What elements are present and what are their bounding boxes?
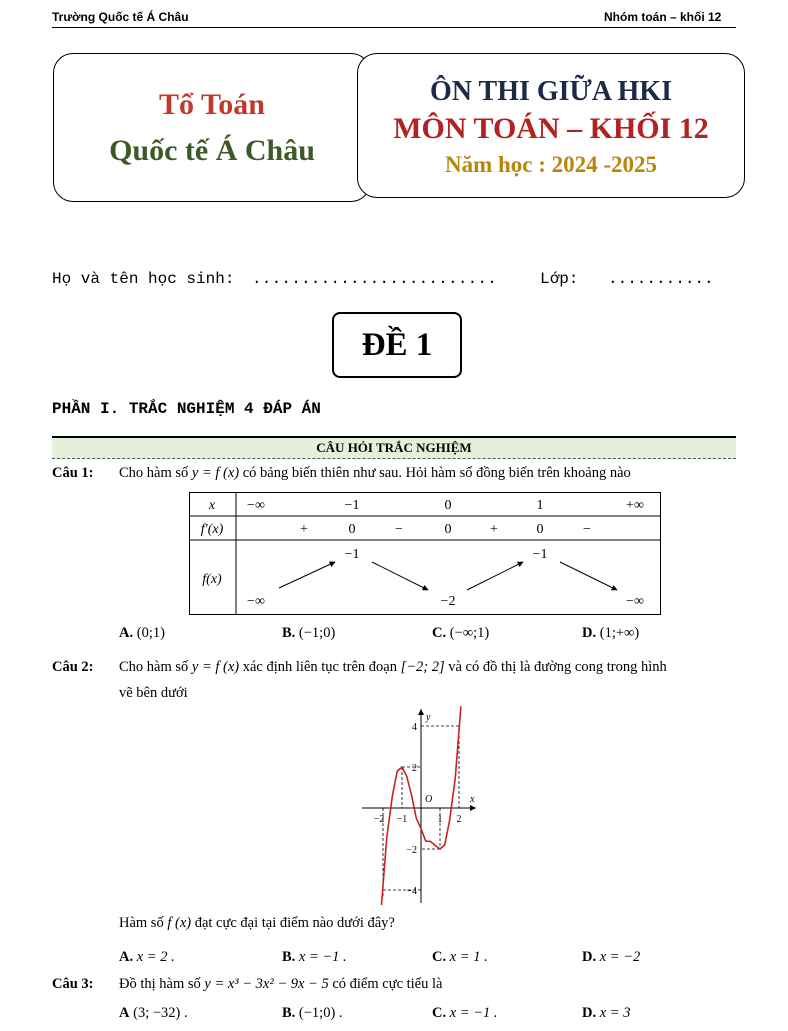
q2-formula: y = f (x) [191,659,240,675]
q3-option-b[interactable]: B. (−1;0) . [282,1005,343,1021]
q2-option-a[interactable]: A. x = 2 . [119,949,175,965]
q1-text-a: Cho hàm số [119,465,189,481]
x-tick-label: −1 [396,814,408,825]
sign-6: 0 [536,522,544,537]
q3-label: Câu 3: [52,976,94,992]
x-value-1: −∞ [247,498,265,513]
exam-title-box [357,53,745,198]
f-value-1: −∞ [247,594,265,609]
f-label: f(x) [202,572,222,587]
student-name-label: Họ và tên học sinh: [52,270,235,288]
q3-formula: y = x³ − 3x² − 9x − 5 [204,976,329,992]
q2-option-c[interactable]: C. x = 1 . [432,949,488,965]
sign-5: + [490,522,498,537]
x-axis-label: x [470,794,475,805]
y-axis-arrow [418,709,424,715]
q2-formula2: f (x) [167,915,192,931]
x-tick-label: 1 [437,814,443,825]
variation-table [189,492,661,615]
q3-option-d[interactable]: D. x = 3 [582,1005,631,1021]
exam-title: ÔN THI GIỮA HKI [430,76,672,107]
x-value-4: 1 [536,498,544,513]
q2-text-d: vẽ bên dưới [119,685,188,701]
school-title: Quốc tế Á Châu [109,134,315,167]
q3-text [119,976,442,993]
q3-option-c[interactable]: C. x = −1 . [432,1005,498,1021]
subject-title: MÔN TOÁN – KHỐI 12 [393,112,709,145]
group-name: Nhóm toán – khối 12 [604,10,722,24]
class-label: Lớp: [540,270,579,288]
q2-text [119,659,667,676]
question-band: CÂU HỎI TRẮC NGHIỆM [52,436,736,459]
y-tick-label: 4 [412,722,417,733]
fprime-label: f′(x) [200,522,224,537]
x-tick-label: −2 [373,814,385,825]
origin-label: O [425,794,433,805]
q1-label: Câu 1: [52,465,94,481]
q2-option-d[interactable]: D. x = −2 [582,949,641,965]
q2-label: Câu 2: [52,659,94,675]
f-value-3: −2 [440,594,456,609]
q3-text-b: có điểm cực tiểu là [332,976,443,992]
y-tick-label: 2 [412,763,417,774]
q1-option-c[interactable]: C. (−∞;1) [432,625,490,641]
x-value-3: 0 [444,498,452,513]
x-label: x [208,498,216,513]
x-axis-arrow [470,805,476,811]
q1-option-d[interactable]: D. (1;+∞) [582,625,640,641]
y-tick-label: −4 [406,886,417,897]
q1-text-b: có bảng biến thiên như sau. Hỏi hàm số đồng biến trên khoảng nào [242,465,631,481]
class-field[interactable]: ........... [608,270,714,288]
q2-question [119,915,395,932]
f-value-4: −1 [532,547,548,562]
q2-text-c: và có đồ thị là đường cong trong hình [448,659,667,675]
q1-text [119,465,631,482]
y-tick-label: −2 [406,845,417,856]
f-value-2: −1 [344,547,360,562]
sign-4: 0 [444,522,452,537]
q2-question-b: đạt cực đại tại điểm nào dưới đây? [194,915,395,931]
header-divider [52,27,736,28]
q2-option-b[interactable]: B. x = −1 . [282,949,347,965]
sign-7: − [583,522,591,537]
q2-text-b: xác định liên tục trên đoạn [242,659,397,675]
x-tick-label: 2 [456,814,462,825]
q2-question-a: Hàm số [119,915,164,931]
school-name: Trường Quốc tế Á Châu [52,10,189,24]
student-name-field[interactable]: ......................... [252,270,498,288]
q2-interval: [−2; 2] [400,659,445,675]
q3-text-a: Đồ thị hàm số [119,976,201,992]
exam-code: ĐỀ 1 [332,312,462,378]
q1-option-b[interactable]: B. (−1;0) [282,625,336,641]
function-graph [360,705,480,905]
x-value-2: −1 [344,498,360,513]
q2-text-a: Cho hàm số [119,659,189,675]
q1-option-a[interactable]: A. (0;1) [119,625,165,641]
q3-option-a[interactable]: A (3; −32) . [119,1005,188,1021]
section-title: PHẦN I. TRẮC NGHIỆM 4 ĐÁP ÁN [52,400,321,418]
school-year: Năm học : 2024 -2025 [444,152,658,177]
sign-2: 0 [348,522,356,537]
sign-1: + [300,522,308,537]
f-value-5: −∞ [626,594,644,609]
x-value-5: +∞ [626,498,644,513]
department-title: Tổ Toán [159,88,265,121]
y-axis-label: y [426,712,431,723]
q1-formula: y = f (x) [191,465,240,481]
sign-3: − [395,522,403,537]
department-box [53,53,371,202]
